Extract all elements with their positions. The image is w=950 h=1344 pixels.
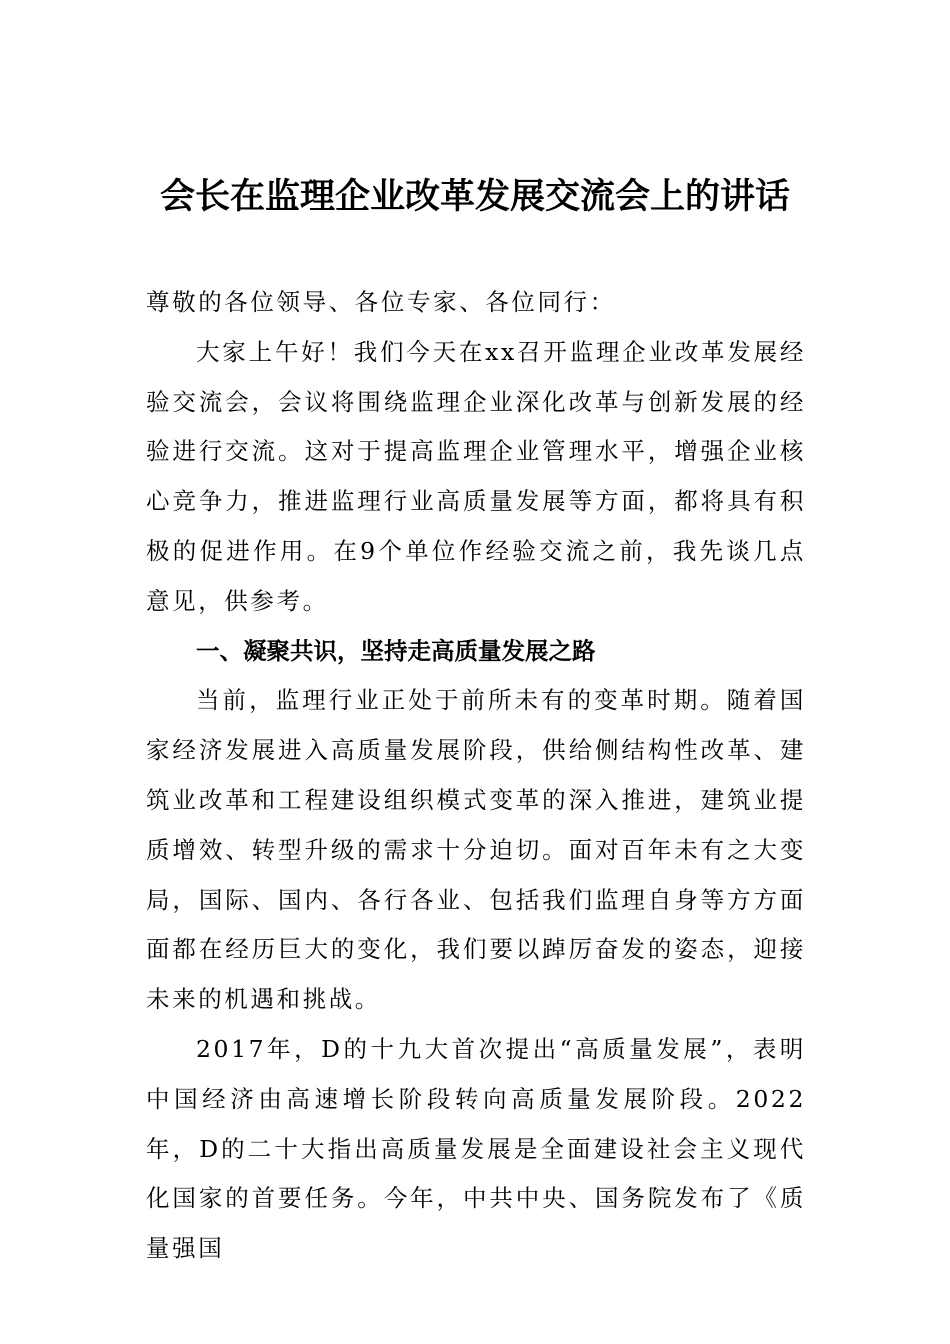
document-title: 会长在监理企业改革发展交流会上的讲话	[159, 176, 790, 217]
salutation: 尊敬的各位领导、各位专家、各位同行：	[146, 288, 616, 316]
document-body	[146, 278, 806, 1274]
paragraph-current-situation: 当前，监理行业正处于前所未有的变革时期。随着国家经济发展进入高质量发展阶段，供给侧结构性改革、建筑业改革和工程建设组织模式变革的深入推进，建筑业提质增效、转型升级的需求十分迫切。面对百年未有之大变局，国际、国内、各行各业、包括我们监理自身等方方面面都在经历巨大的变化，我们要以踔厉奋发的姿态，迎接未来的机遇和挑战。	[146, 686, 806, 1014]
paragraph-high-quality: 2017年，D的十九大首次提出“高质量发展”，表明中国经济由高速增长阶段转向高质量发展阶段。2022年，D的二十大指出高质量发展是全面建设社会主义现代化国家的首要任务。今年，中共中央、国务院发布了《质量强国	[146, 1034, 806, 1263]
section-heading: 一、凝聚共识，坚持走高质量发展之路	[196, 636, 596, 665]
paragraph-opening: 大家上午好！我们今天在xx召开监理企业改革发展经验交流会，会议将围绕监理企业深化改革与创新发展的经验进行交流。这对于提高监理企业管理水平，增强企业核心竞争力，推进监理行业高质量发展等方面，都将具有积极的促进作用。在9个单位作经验交流之前，我先谈几点意见，供参考。	[146, 337, 806, 615]
